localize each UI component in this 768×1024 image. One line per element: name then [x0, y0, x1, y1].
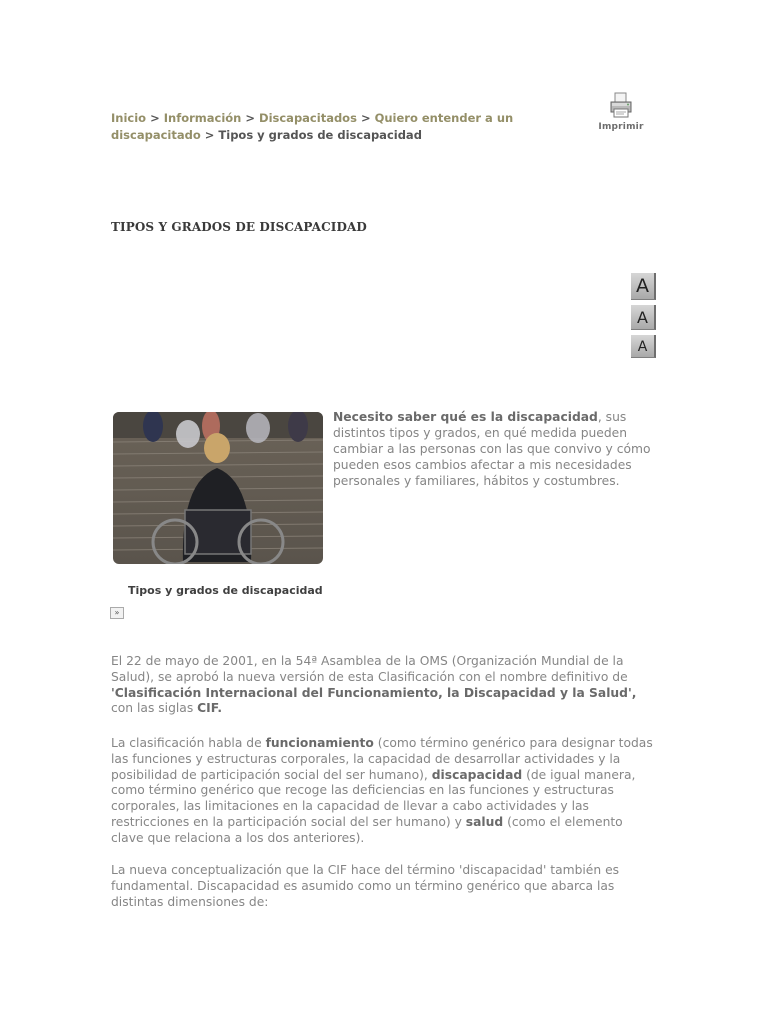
paragraph-1-text-2: con las siglas: [111, 701, 198, 716]
breadcrumb-link-informacion[interactable]: Información: [163, 111, 242, 125]
printer-icon: [609, 103, 633, 122]
intro-bold: Necesito saber qué es la discapacidad: [333, 410, 598, 424]
breadcrumb-separator: >: [360, 111, 375, 125]
paragraph-1-bold-cif-name: 'Clasificación Internacional del Funcionamiento, la Discapacidad y la Salud',: [111, 685, 637, 700]
paragraph-2-text-3: (de igual manera, como término genérico que recoge las deficiencias en las funciones y estructuras corporales, las limitaciones en la capacidad de llevar a cabo actividades y las restricciones en la participación social del ser humano) y: [111, 767, 636, 829]
paragraph-2-text-2: (como término genérico para designar todas las funciones y estructuras corporales, la capacidad de desarrollar actividades y la posibilidad de participación social del ser humano),: [111, 736, 653, 782]
breadcrumb: [111, 110, 531, 144]
paragraph-2-bold-discapacidad: discapacidad: [431, 767, 523, 782]
intro-rest: , sus distintos tipos y grados, en qué medida pueden cambiar a las personas con las que convivo y cómo pueden esos cambios afectar a mis necesidades personales y familiares, hábitos y costumbres.: [333, 410, 651, 488]
paragraph-3: La nueva conceptualización que la CIF hace del término 'discapacidad' también es fundamental. Discapacidad es asumido como un término genérico que abarca las distintas dimensiones de:: [111, 863, 620, 909]
wheelchair-photo: [113, 412, 323, 564]
print-button[interactable]: [591, 92, 651, 132]
image-caption: Tipos y grados de discapacidad: [128, 584, 323, 597]
paragraph-2: [111, 736, 659, 847]
paragraph-1-bold-cif: CIF.: [197, 701, 223, 716]
breadcrumb-link-inicio[interactable]: Inicio: [111, 111, 147, 125]
print-label: Imprimir: [598, 122, 644, 132]
breadcrumb-current: Tipos y grados de discapacidad: [218, 128, 422, 142]
paragraph-1: [111, 654, 659, 717]
paragraph-2-bold-funcionamiento: funcionamiento: [265, 736, 374, 750]
font-size-medium-button[interactable]: A: [631, 305, 656, 330]
font-size-large-button[interactable]: A: [631, 273, 656, 300]
breadcrumb-separator: >: [245, 111, 260, 125]
paragraph-1-text: El 22 de mayo de 2001, en la 54ª Asamblea de la OMS (Organización Mundial de la Salud), se aprobó la nueva versión de esta Clasificación con el nombre definitivo de: [111, 654, 628, 684]
breadcrumb-separator: >: [150, 111, 164, 125]
breadcrumb-link-discapacitados[interactable]: Discapacitados: [259, 111, 357, 125]
paragraph-2-text: La clasificación habla de: [111, 736, 266, 750]
paragraph-2-bold-salud: salud: [465, 814, 504, 829]
font-size-small-button[interactable]: A: [631, 335, 656, 358]
breadcrumb-link-quiero-entender[interactable]: Quiero entender a un discapacitado: [111, 111, 514, 142]
paragraph-2-text-4: (como el elemento clave que relaciona a los dos anteriores).: [111, 814, 623, 845]
breadcrumb-separator: >: [204, 128, 219, 142]
expand-button[interactable]: »: [110, 607, 124, 619]
page-title: TIPOS Y GRADOS DE DISCAPACIDAD: [111, 220, 367, 234]
intro-text: [333, 409, 663, 489]
